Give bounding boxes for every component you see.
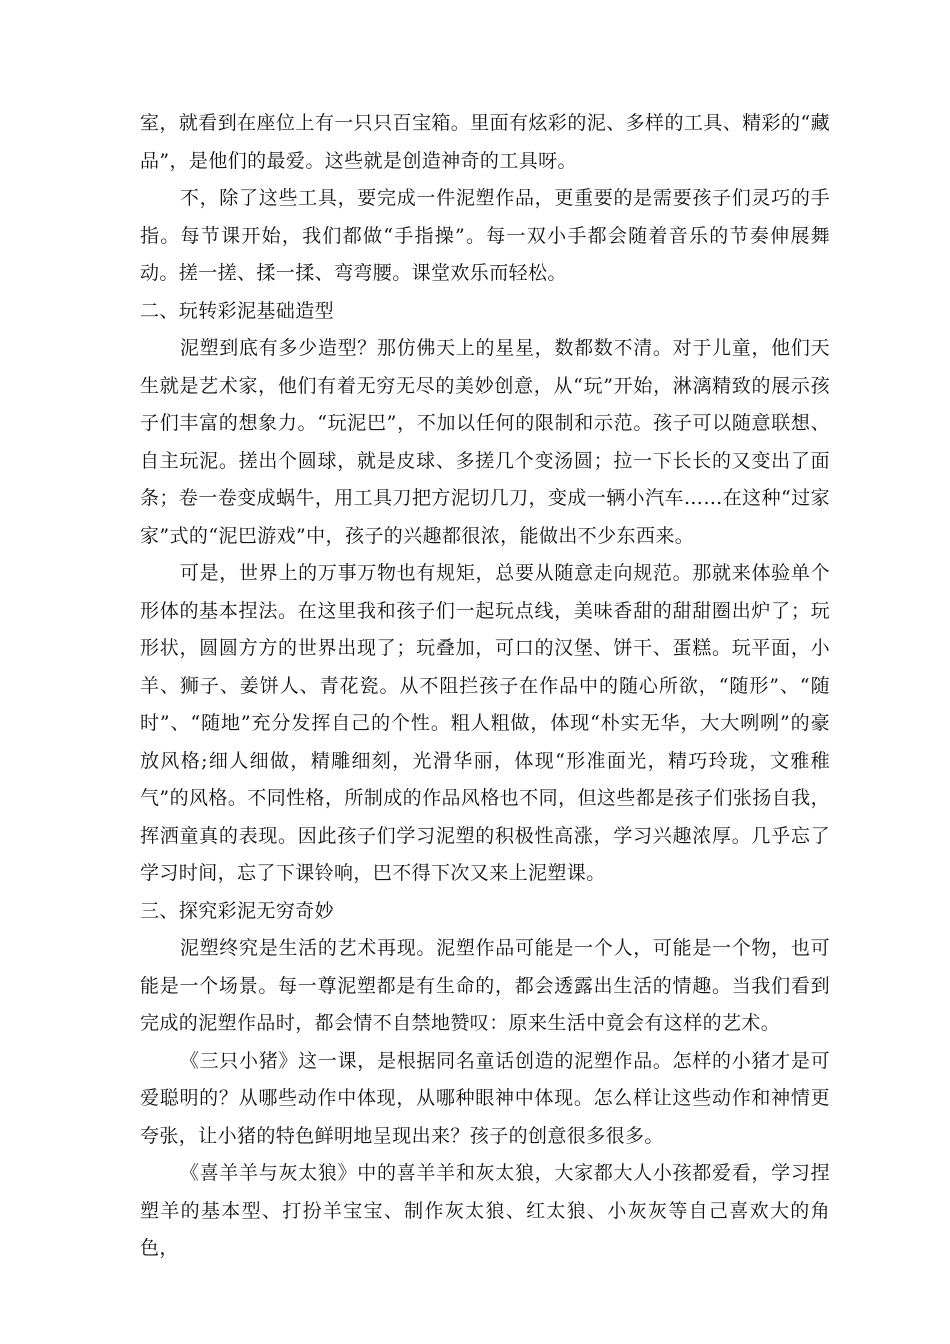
document-body: [140, 105, 830, 1268]
section-heading: 二、玩转彩泥基础造型: [140, 299, 335, 322]
paragraph: 《喜羊羊与灰太狼》中的喜羊羊和灰太狼，大家都大人小孩都爱看，学习捏塑羊的基本型、打扮羊宝宝、制作灰太狼、红太狼、小灰灰等自己喜欢大的角色，: [140, 1162, 830, 1259]
paragraph: 《三只小猪》这一课，是根据同名童话创造的泥塑作品。怎样的小猪才是可爱聪明的？从哪些动作中体现，从哪种眼神中体现。怎么样让这些动作和神情更夸张，让小猪的特色鲜明地呈现出来？孩子的创意很多很多。: [140, 1049, 830, 1147]
paragraph-continuation: 室，就看到在座位上有一只只百宝箱。里面有炫彩的泥、多样的工具、精彩的“藏品”，是他们的最爱。这些就是创造神奇的工具呀。: [140, 112, 830, 172]
section-heading: 三、探究彩泥无穷奇妙: [140, 899, 335, 922]
paragraph: 泥塑终究是生活的艺术再现。泥塑作品可能是一个人，可能是一个物，也可能是一个场景。每一尊泥塑都是有生命的，都会透露出生活的情趣。当我们看到完成的泥塑作品时，都会情不自禁地赞叹：原来生活中竟会有这样的艺术。: [140, 937, 830, 1034]
paragraph: 可是，世界上的万事万物也有规矩，总要从随意走向规范。那就来体验单个形体的基本捏法。在这里我和孩子们一起玩点线，美味香甜的甜甜圈出炉了；玩形状，圆圆方方的世界出现了；玩叠加，可口的汉堡、饼干、蛋糕。玩平面，小羊、狮子、姜饼人、青花瓷。从不阻拦孩子在作品中的随心所欲，“随形”、“随时”、“随地”充分发挥自己的个性。粗人粗做，体现“朴实无华，大大咧咧”的豪放风格;细人细做，精雕细刻，光滑华丽，体现“形准面光，精巧玲珑，文雅稚气”的风格。不同性格，所制成的作品风格也不同，但这些都是孩子们张扬自我，挥洒童真的表现。因此孩子们学习泥塑的积极性高涨，学习兴趣浓厚。几乎忘了学习时间，忘了下课铃响，巴不得下次又来上泥塑课。: [140, 562, 830, 884]
paragraph: 泥塑到底有多少造型？那仿佛天上的星星，数都数不清。对于儿童，他们天生就是艺术家，他们有着无穷无尽的美妙创意，从“玩”开始，淋漓精致的展示孩子们丰富的想象力。“玩泥巴”，不加以任何的限制和示范。孩子可以随意联想、自主玩泥。搓出个圆球，就是皮球、多搓几个变汤圆；拉一下长长的又变出了面条；卷一卷变成蜗牛，用工具刀把方泥切几刀，变成一辆小汽车……在这种“过家家”式的“泥巴游戏”中，孩子的兴趣都很浓，能做出不少东西来。: [140, 337, 830, 547]
paragraph: 不，除了这些工具，要完成一件泥塑作品，更重要的是需要孩子们灵巧的手指。每节课开始，我们都做“手指操”。每一双小手都会随着音乐的节奏伸展舞动。搓一搓、揉一揉、弯弯腰。课堂欢乐而轻松。: [140, 187, 830, 284]
